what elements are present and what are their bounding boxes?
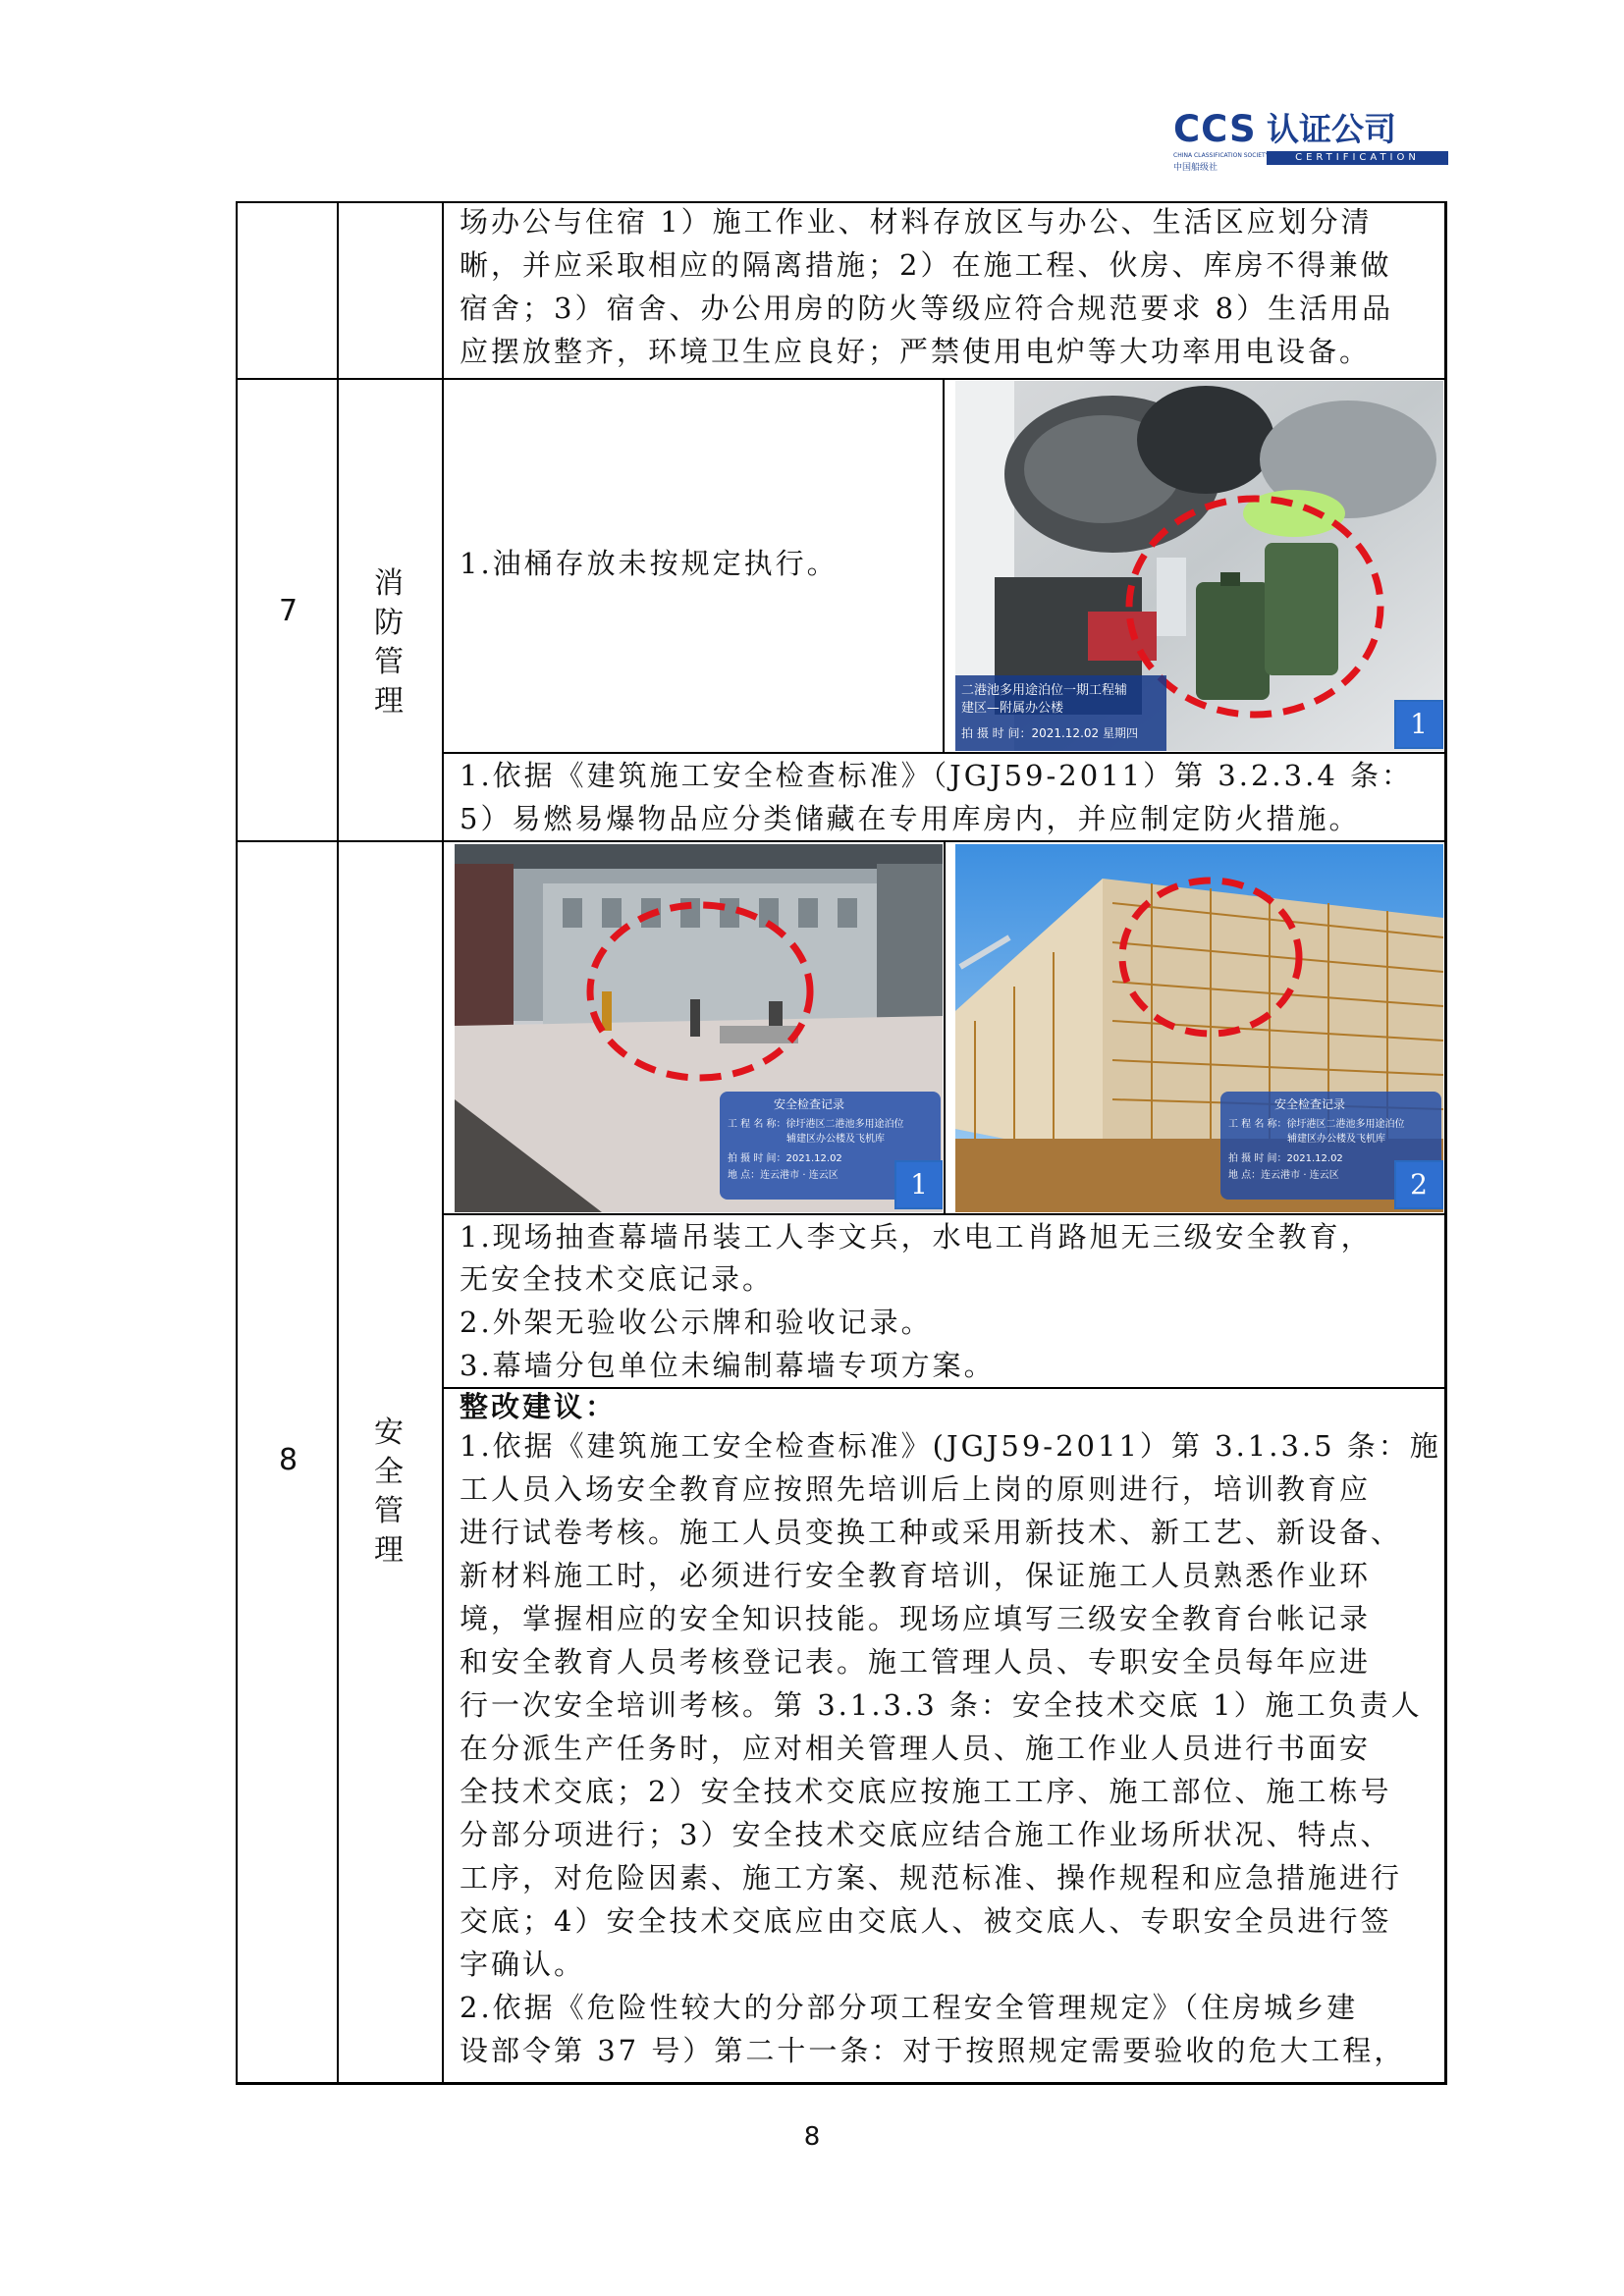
row-category <box>360 1414 419 1571</box>
suggestion-line: 分部分项进行；3）安全技术交底应结合施工作业场所状况、特点、 <box>460 1818 1392 1851</box>
text-line: 晰，并应采取相应的隔离措施；2）在施工程、伙房、库房不得兼做 <box>460 248 1392 282</box>
photo-stamp: 地 点：连云港市 · 连云区 <box>728 1170 839 1181</box>
issue-text: 1.油桶存放未按规定执行。 <box>460 547 839 580</box>
inspection-table <box>236 201 1447 2084</box>
suggestion-line: 设部令第 37 号）第二十一条：对于按照规定需要验收的危大工程， <box>460 2034 1406 2067</box>
suggestion-line: 1.依据《建筑施工安全检查标准》(JGJ59-2011）第 3.1.3.5 条：施 <box>460 1429 1441 1463</box>
issue-line: 无安全技术交底记录。 <box>460 1262 775 1296</box>
photo-stamp: 二港池多用途泊位一期工程辅 <box>961 683 1128 698</box>
logo-name: 认证公司 <box>1267 110 1396 148</box>
suggestion-line: 2.依据《危险性较大的分部分项工程安全管理规定》（住房城乡建 <box>460 1991 1359 2024</box>
suggestion-line: 在分派生产任务时，应对相关管理人员、施工作业人员进行书面安 <box>460 1732 1372 1765</box>
photo-stamp: 安全检查记录 <box>1274 1097 1346 1111</box>
issue-line: 3.幕墙分包单位未编制幕墙专项方案。 <box>460 1349 996 1382</box>
inspection-photo <box>455 844 943 1212</box>
photo-stamp: 拍 摄 时 间：2021.12.02 <box>1228 1153 1343 1164</box>
issue-line: 2.外架无验收公示牌和验收记录。 <box>460 1306 933 1339</box>
photo-badge: 2 <box>1394 1160 1443 1209</box>
suggestion-line: 和安全教育人员考核登记表。施工管理人员、专职安全员每年应进 <box>460 1645 1372 1679</box>
logo-subtitle-en: CHINA CLASSIFICATION SOCIETY <box>1173 152 1270 159</box>
photo-stamp: 工 程 名 称：徐圩港区二港池多用途泊位 <box>1228 1119 1405 1130</box>
suggestion-line: 工序，对危险因素、施工方案、规范标准、操作规程和应急措施进行 <box>460 1861 1403 1895</box>
suggestion-line: 工人员入场安全教育应按照先培训后上岗的原则进行，培训教育应 <box>460 1472 1372 1506</box>
row-number: 7 <box>279 594 298 628</box>
inspection-photo <box>955 381 1443 751</box>
category-line: 安全 <box>374 1415 406 1489</box>
suggestion-line: 行一次安全培训考核。第 3.1.3.3 条：安全技术交底 1）施工负责人 <box>460 1688 1423 1722</box>
suggestion-line: 交底；4）安全技术交底应由交底人、被交底人、专职安全员进行签 <box>460 1904 1392 1938</box>
category-line: 管理 <box>374 645 406 719</box>
photo-stamp: 辅建区办公楼及飞机库 <box>786 1134 885 1145</box>
logo-subtitle-cn: 中国船级社 <box>1173 163 1218 173</box>
row-number: 8 <box>279 1443 298 1477</box>
photo-stamp: 工 程 名 称：徐圩港区二港池多用途泊位 <box>728 1119 904 1130</box>
page-number: 8 <box>803 2122 821 2152</box>
row-category <box>360 564 419 721</box>
photo-stamp: 拍 摄 时 间：2021.12.02 星期四 <box>961 726 1138 740</box>
category-line: 管理 <box>374 1494 406 1568</box>
photo-stamp: 地 点：连云港市 · 连云区 <box>1228 1170 1339 1181</box>
photo-stamp: 建区—附属办公楼 <box>961 701 1064 716</box>
photo-stamp: 辅建区办公楼及飞机库 <box>1287 1134 1385 1145</box>
text-line: 宿舍；3）宿舍、办公用房的防火等级应符合规范要求 8）生活用品 <box>460 292 1394 325</box>
basis-line: 5）易燃易爆物品应分类储藏在专用库房内，并应制定防火措施。 <box>460 802 1361 835</box>
suggestion-line: 字确认。 <box>460 1948 586 1981</box>
photo-stamp: 安全检查记录 <box>774 1097 845 1111</box>
suggestion-line: 新材料施工时，必须进行安全教育培训，保证施工人员熟悉作业环 <box>460 1559 1372 1592</box>
inspection-photo <box>955 844 1443 1212</box>
suggestion-line: 境，掌握相应的安全知识技能。现场应填写三级安全教育台帐记录 <box>460 1602 1372 1635</box>
suggestion-line: 全技术交底；2）安全技术交底应按施工工序、施工部位、施工栋号 <box>460 1775 1392 1808</box>
text-line: 场办公与住宿 1）施工作业、材料存放区与办公、生活区应划分清 <box>460 205 1373 239</box>
photo-badge: 1 <box>894 1160 943 1209</box>
photo-badge: 1 <box>1394 700 1443 749</box>
issue-line: 1.现场抽查幕墙吊装工人李文兵，水电工肖路旭无三级安全教育， <box>460 1220 1373 1254</box>
category-line: 消防 <box>374 566 406 640</box>
suggestion-line: 进行试卷考核。施工人员变换工种或采用新技术、新工艺、新设备、 <box>460 1516 1403 1549</box>
text-line: 应摆放整齐，环境卫生应良好；严禁使用电炉等大功率用电设备。 <box>460 335 1372 368</box>
logo-brand: CCS <box>1173 108 1257 150</box>
photo-stamp: 拍 摄 时 间：2021.12.02 <box>728 1153 842 1164</box>
logo-bar-text: CERTIFICATION <box>1267 151 1448 165</box>
company-logo <box>1173 108 1458 173</box>
basis-line: 1.依据《建筑施工安全检查标准》（JGJ59-2011）第 3.2.3.4 条： <box>460 759 1413 792</box>
suggestion-title: 整改建议： <box>460 1390 618 1423</box>
